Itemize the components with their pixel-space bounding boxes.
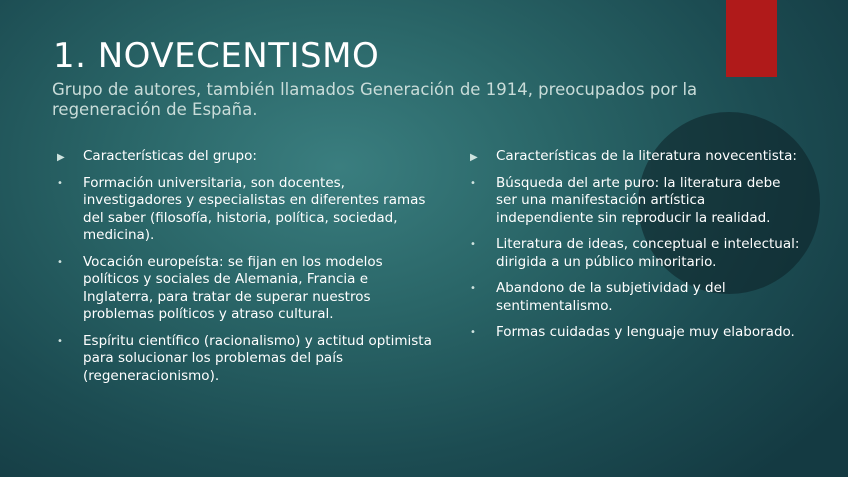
list-item-text: Formación universitaria, son docentes, investigadores y especialistas en diferentes ramas del saber (filosofía, historia, política, sociedad, medicina). [83, 174, 426, 243]
list-item [57, 333, 437, 386]
triangle-bullet-icon: ▶ [470, 152, 478, 163]
dot-bullet-icon: • [470, 177, 476, 189]
left-column [57, 148, 437, 394]
dot-bullet-icon: • [57, 335, 63, 347]
list-item [470, 324, 800, 342]
list-item-text: Espíritu científico (racionalismo) y actitud optimista para solucionar los problemas del país (regeneracionismo). [83, 332, 432, 384]
list-item-text: Formas cuidadas y lenguaje muy elaborado. [496, 324, 795, 340]
dot-bullet-icon: • [470, 283, 476, 294]
right-column [470, 148, 800, 351]
list-item-text: Abandono de la subjetividad y del sentimentalismo. [496, 280, 726, 314]
slide-title: 1. NOVECENTISMO [53, 36, 380, 76]
dot-bullet-icon: • [470, 327, 476, 338]
left-heading: Características del grupo: [83, 148, 257, 164]
right-heading-item [470, 148, 800, 166]
list-item [57, 175, 437, 245]
dot-bullet-icon: • [470, 239, 476, 250]
list-item [470, 175, 800, 228]
list-item [470, 280, 800, 315]
dot-bullet-icon: • [57, 177, 63, 189]
list-item-text: Vocación europeísta: se fijan en los modelos políticos y sociales de Alemania, Francia e Inglaterra, para tratar de superar nuestros problemas políticos y atraso cultural. [83, 253, 383, 322]
dot-bullet-icon: • [57, 256, 63, 268]
left-heading-item [57, 148, 437, 166]
slide-subtitle: Grupo de autores, también llamados Generación de 1914, preocupados por la regeneración de España. [52, 80, 698, 119]
list-item-text: Búsqueda del arte puro: la literatura debe ser una manifestación artística independiente sin reproducir la realidad. [496, 174, 781, 226]
list-item-text: Literatura de ideas, conceptual e intelectual: dirigida a un público minoritario. [496, 236, 800, 270]
list-item [470, 236, 800, 271]
triangle-bullet-icon: ▶ [57, 152, 65, 163]
right-heading: Características de la literatura novecentista: [496, 148, 797, 164]
list-item [57, 254, 437, 324]
accent-red-bar [726, 0, 777, 77]
